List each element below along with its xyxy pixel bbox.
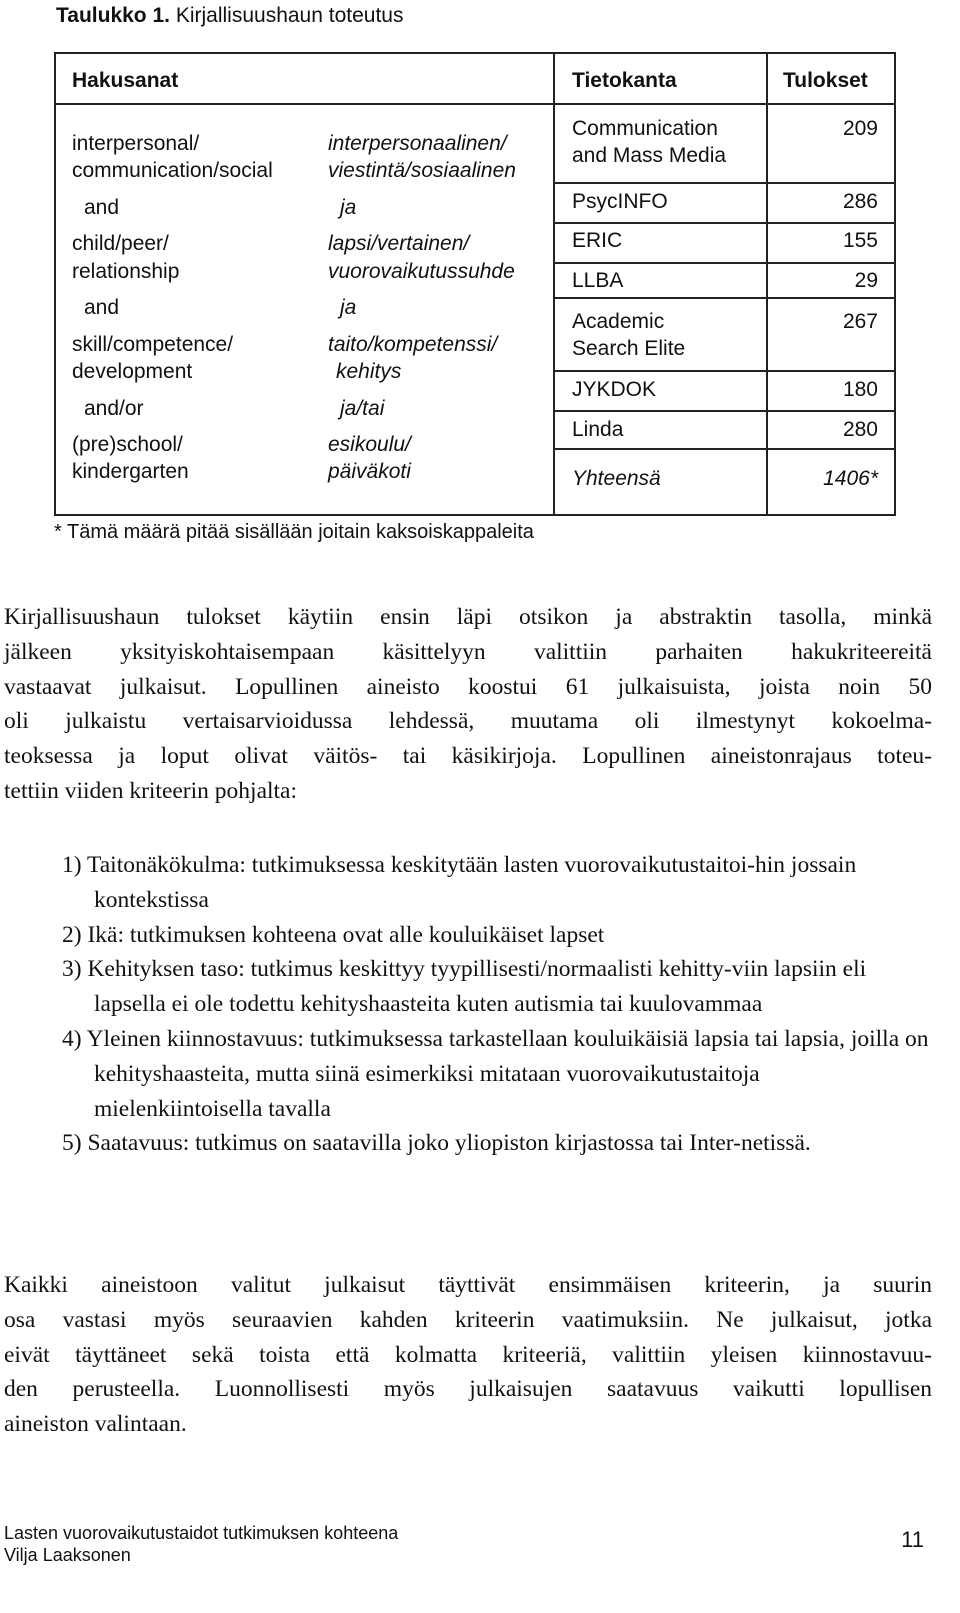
row-divider xyxy=(553,222,896,224)
finnish-term: ja/tai xyxy=(340,397,385,420)
result-count: 209 xyxy=(842,117,878,140)
database-name: Linda xyxy=(572,418,624,441)
english-term: (pre)school/ xyxy=(72,433,183,456)
paragraph-line: tettiin viiden kriteerin pohjalta: xyxy=(4,777,298,804)
paragraph-line: vastaavat julkaisut. Lopullinen aineisto koostui 61 julkaisuista, joista noin 50 xyxy=(4,673,932,700)
table-border-bottom xyxy=(54,514,896,516)
paragraph-line: Kirjallisuushaun tulokset käytiin ensin läpi otsikon ja abstraktin tasolla, minkä xyxy=(4,604,932,630)
result-count: 280 xyxy=(842,418,878,441)
criterion-item: 2) Ikä: tutkimuksen kohteena ovat alle kouluikäiset lapset xyxy=(62,921,605,948)
english-term: and xyxy=(84,296,120,319)
caption-title: Kirjallisuushaun toteutus xyxy=(175,4,404,27)
result-count: 180 xyxy=(842,378,878,401)
table-footnote: * Tämä määrä pitää sisällään joitain kaksoiskappaleita xyxy=(54,521,534,543)
header-database: Tietokanta xyxy=(572,69,677,92)
table-col-divider-1 xyxy=(553,52,555,516)
page-footer xyxy=(4,1522,398,1566)
row-divider xyxy=(553,262,896,264)
database-name: Search Elite xyxy=(572,337,686,360)
finnish-term: lapsi/vertainen/ xyxy=(328,232,470,255)
criterion-item: 5) Saatavuus: tutkimus on saatavilla joko yliopiston kirjastossa tai Inter-netissä. xyxy=(62,1130,811,1157)
finnish-term: ja xyxy=(340,296,357,319)
database-name: and Mass Media xyxy=(572,144,727,167)
english-term: child/peer/ xyxy=(72,232,169,255)
database-name: ERIC xyxy=(572,229,623,252)
paragraph-line: den perusteella. Luonnollisesti myös julkaisujen saatavuus vaikutti lopullisen xyxy=(4,1376,932,1403)
paragraph-1 xyxy=(4,600,932,809)
total-count: 1406* xyxy=(823,467,878,490)
table-caption xyxy=(56,2,403,30)
table-border-top xyxy=(54,52,896,54)
table-border-right xyxy=(894,52,896,516)
database-name: PsycINFO xyxy=(572,190,668,213)
paragraph-line: teoksessa ja loput olivat väitös- tai käsikirjoja. Lopullinen aineistonrajaus toteu- xyxy=(4,743,932,770)
row-divider xyxy=(553,448,896,450)
criterion-item: 3) Kehityksen taso: tutkimus keskittyy tyypillisesti/normaalisti kehitty-viin lapsiin eli lapsella ei ole todettu kehityshaasteita kuten autismia tai kuulovammaa xyxy=(62,956,867,1018)
footer-author: Vilja Laaksonen xyxy=(4,1545,131,1565)
database-name: JYKDOK xyxy=(572,378,657,401)
row-divider xyxy=(553,182,896,184)
database-name: Communication xyxy=(572,117,718,140)
criteria-list xyxy=(62,848,932,1161)
criterion-item: 4) Yleinen kiinnostavuus: tutkimuksessa tarkastellaan kouluikäisiä lapsia tai lapsia, joilla on kehityshaasteita, mutta siinä esimerkiksi mitataan vuorovaikutustaitoja mielenkiintoisella tavalla xyxy=(62,1025,929,1122)
paragraph-line: Kaikki aineistoon valitut julkaisut täyttivät ensimmäisen kriteerin, ja suurin xyxy=(4,1272,932,1298)
row-divider xyxy=(553,410,896,412)
database-name: Academic xyxy=(572,310,665,333)
english-term: kindergarten xyxy=(72,460,189,483)
finnish-term: päiväkoti xyxy=(328,460,411,483)
paragraph-line: aineiston valintaan. xyxy=(4,1411,187,1438)
table-border-left xyxy=(54,52,56,516)
table-header-divider xyxy=(54,103,896,105)
page-number: 11 xyxy=(901,1527,924,1552)
english-term: skill/competence/ xyxy=(72,333,234,356)
paragraph-line: jälkeen yksityiskohtaisempaan käsittelyyn valittiin parhaiten hakukriteereitä xyxy=(4,638,932,665)
criterion-item: 1) Taitonäkökulma: tutkimuksessa keskitytään lasten vuorovaikutustaitoi-hin jossain kontekstissa xyxy=(62,852,857,913)
total-label: Yhteensä xyxy=(572,467,661,490)
paragraph-line: eivät täyttäneet sekä toista että kolmatta kriteeriä, valittiin yleisen kiinnostavuu- xyxy=(4,1341,932,1368)
result-count: 29 xyxy=(854,269,878,292)
finnish-term: taito/kompetenssi/ xyxy=(328,333,498,356)
finnish-term: kehitys xyxy=(336,360,402,383)
database-name: LLBA xyxy=(572,269,624,292)
english-term: relationship xyxy=(72,260,180,283)
header-search-terms: Hakusanat xyxy=(72,69,179,92)
paragraph-line: osa vastasi myös seuraavien kahden kriteerin vaatimuksiin. Ne julkaisut, jotka xyxy=(4,1306,932,1333)
header-results: Tulokset xyxy=(783,69,868,92)
footer-book-title: Lasten vuorovaikutustaidot tutkimuksen kohteena xyxy=(4,1523,399,1543)
caption-label: Taulukko 1. xyxy=(56,4,170,27)
result-count: 267 xyxy=(842,310,878,333)
table-col-divider-2 xyxy=(766,52,768,516)
english-term: communication/social xyxy=(72,159,273,182)
finnish-term: interpersonaalinen/ xyxy=(328,132,507,155)
english-term: and/or xyxy=(84,397,144,420)
english-term: and xyxy=(84,196,120,219)
result-count: 286 xyxy=(842,190,878,213)
finnish-term: esikoulu/ xyxy=(328,433,411,456)
finnish-term: ja xyxy=(340,196,357,219)
row-divider xyxy=(553,370,896,372)
english-term: interpersonal/ xyxy=(72,132,200,155)
paragraph-2 xyxy=(4,1268,932,1442)
result-count: 155 xyxy=(842,229,878,252)
finnish-term: vuorovaikutussuhde xyxy=(328,260,515,283)
row-divider xyxy=(553,297,896,299)
finnish-term: viestintä/sosiaalinen xyxy=(328,159,516,182)
english-term: development xyxy=(72,360,193,383)
search-table xyxy=(54,52,896,516)
paragraph-line: oli julkaistu vertaisarvioidussa lehdessä, muutama oli ilmestynyt kokoelma- xyxy=(4,708,932,735)
